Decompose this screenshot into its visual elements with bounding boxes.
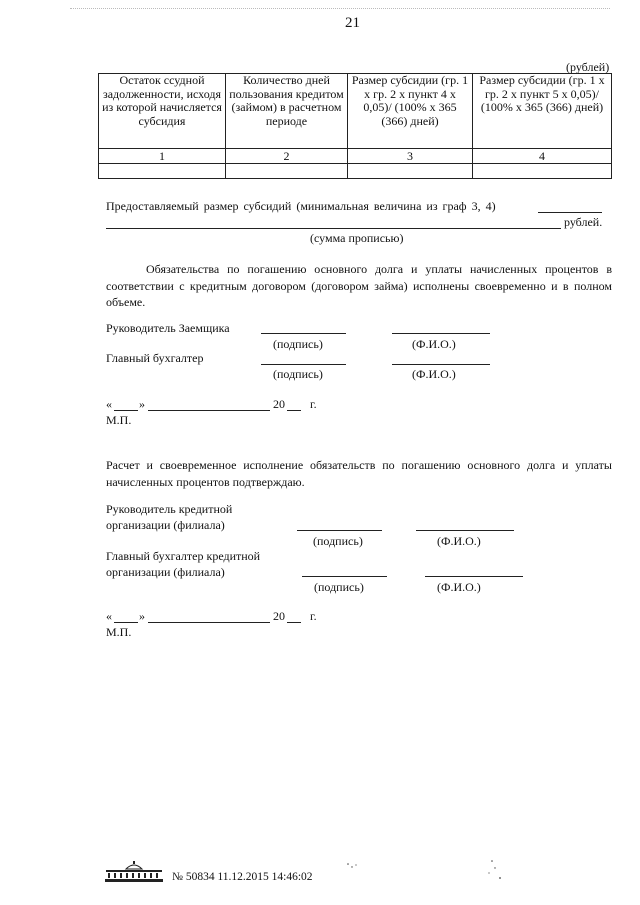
date-year-line xyxy=(287,622,301,623)
column-number: 2 xyxy=(226,149,348,164)
name-line xyxy=(392,364,490,365)
header-cell-subsidy-p5: Размер субсидии (гр. 1 х гр. 2 х пункт 5 х 0,05)/ (100% х 365 (366) дней) xyxy=(473,74,612,149)
scan-top-edge xyxy=(70,8,610,9)
bank-head-label-line1: Руководитель кредитной xyxy=(106,502,233,516)
date-year-line xyxy=(287,410,301,411)
table-empty-row xyxy=(99,164,612,179)
bank-accountant-label-line2: организации (филиала) xyxy=(106,565,225,579)
date-open-quote: « xyxy=(106,397,112,411)
table-cell xyxy=(473,164,612,179)
signature-caption: (подпись) xyxy=(314,580,364,594)
bank-accountant-label-line1: Главный бухгалтер кредитной xyxy=(106,549,261,563)
scan-noise xyxy=(340,858,520,888)
date-year-prefix: 20 xyxy=(273,609,285,623)
date-day-line xyxy=(114,622,138,623)
name-caption: (Ф.И.О.) xyxy=(412,337,456,351)
seal-label: М.П. xyxy=(106,413,132,427)
subsidy-amount-line xyxy=(538,212,602,213)
signature-line xyxy=(261,364,346,365)
header-cell-subsidy-p4: Размер субсидии (гр. 1 х гр. 2 х пункт 4 х 0,05)/ (100% х 365 (366) дней) xyxy=(348,74,473,149)
date-open-quote: « xyxy=(106,609,112,623)
name-caption: (Ф.И.О.) xyxy=(437,580,481,594)
date-close-quote: » xyxy=(139,397,145,411)
signature-line xyxy=(261,333,346,334)
table-header-row xyxy=(99,74,612,149)
obligations-paragraph: Обязательства по погашению основного долга и уплаты начисленных процентов в соответствии с кредитным договором (договором займа) исполнены своевременно и в полном объеме. xyxy=(106,262,612,309)
date-day-line xyxy=(114,410,138,411)
table-unit: (рублей) xyxy=(566,60,610,74)
name-line xyxy=(416,530,514,531)
subsidy-caption: (сумма прописью) xyxy=(310,231,404,245)
column-number: 3 xyxy=(348,149,473,164)
registration-stamp: № 50834 11.12.2015 14:46:02 xyxy=(172,871,313,883)
borrower-head-label: Руководитель Заемщика xyxy=(106,321,230,335)
page-number: 21 xyxy=(345,15,360,31)
signature-line xyxy=(302,576,387,577)
date-suffix: г. xyxy=(310,397,317,411)
bank-head-label-line2: организации (филиала) xyxy=(106,518,225,532)
table-cell xyxy=(226,164,348,179)
table-number-row xyxy=(99,149,612,164)
date-close-quote: » xyxy=(139,609,145,623)
date-month-line xyxy=(148,622,270,623)
column-number: 1 xyxy=(99,149,226,164)
subsidy-currency: рублей. xyxy=(564,215,603,229)
signature-caption: (подпись) xyxy=(273,367,323,381)
name-caption: (Ф.И.О.) xyxy=(437,534,481,548)
date-suffix: г. xyxy=(310,609,317,623)
signature-caption: (подпись) xyxy=(273,337,323,351)
header-cell-balance: Остаток ссудной задолженности, исходя из которой начисляется субсидия xyxy=(99,74,226,149)
confirmation-paragraph: Расчет и своевременное исполнение обязательств по погашению основного долга и уплаты начисленных процентов подтверждаю. xyxy=(106,458,612,489)
subsidy-words-line xyxy=(106,228,561,229)
building-stamp-icon xyxy=(104,861,164,883)
date-year-prefix: 20 xyxy=(273,397,285,411)
header-cell-days: Количество дней пользования кредитом (займом) в расчетном периоде xyxy=(226,74,348,149)
table-cell xyxy=(99,164,226,179)
borrower-accountant-label: Главный бухгалтер xyxy=(106,351,204,365)
date-month-line xyxy=(148,410,270,411)
signature-caption: (подпись) xyxy=(313,534,363,548)
column-number: 4 xyxy=(473,149,612,164)
subsidy-table xyxy=(98,73,612,179)
name-line xyxy=(425,576,523,577)
seal-label: М.П. xyxy=(106,625,132,639)
subsidy-label: Предоставляемый размер субсидий (минимальная величина из граф 3, 4) xyxy=(106,199,496,213)
name-line xyxy=(392,333,490,334)
name-caption: (Ф.И.О.) xyxy=(412,367,456,381)
table-cell xyxy=(348,164,473,179)
signature-line xyxy=(297,530,382,531)
